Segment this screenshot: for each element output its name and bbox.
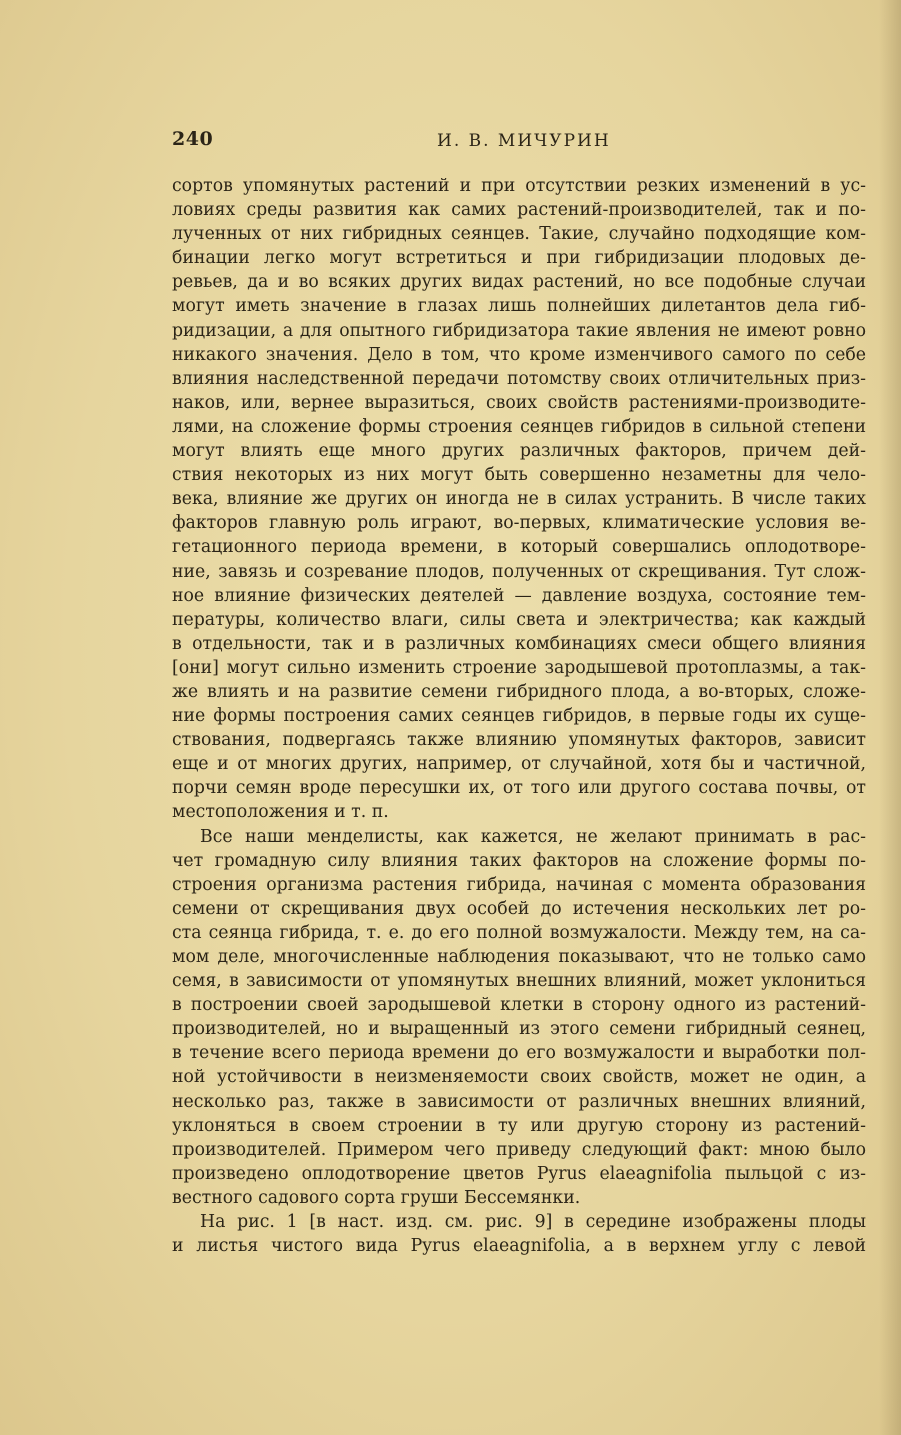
text-line: века, влияние же других он иногда не в силах устранить. В числе таких (172, 489, 866, 510)
text-line: вестного садового сорта груши Бессемянки. (172, 1187, 581, 1208)
text-line: семя, в зависимости от упомянутых внешних влияний, может уклониться (172, 971, 866, 992)
text-line: ной устойчивости в неизменяемости своих свойств, может не один, а (172, 1067, 866, 1088)
text-line: и листья чистого вида Pyrus elaeagnifolia, а в верхнем углу с левой (172, 1236, 866, 1257)
text-line: наков, или, вернее выразиться, своих свойств растениями-производите- (172, 392, 866, 413)
text-line: никакого значения. Дело в том, что кроме изменчивого самого по себе (172, 344, 866, 365)
text-line: ние формы построения самих сеянцев гибридов, в первые годы их суще- (172, 706, 866, 727)
text-line: в течение всего периода времени до его возмужалости и выработки пол- (172, 1043, 866, 1064)
text-line: могут влиять еще много других различных факторов, причем дей- (172, 441, 866, 462)
text-line: семени от скрещивания двух особей до истечения нескольких лет ро- (172, 898, 866, 919)
text-line: сортов упомянутых растений и при отсутствии резких изменений в ус- (172, 176, 866, 196)
text-line: могут иметь значение в глазах лишь полнейших дилетантов дела гиб- (172, 296, 866, 317)
text-line: же влиять и на развитие семени гибридного плода, а во-вторых, сложе- (172, 681, 866, 702)
text-line: ное влияние физических деятелей — давление воздуха, состояние тем- (172, 585, 866, 606)
text-line: уклоняться в своем строении в ту или другую сторону из растений- (172, 1115, 866, 1136)
text-line: производителей. Примером чего приведу следующий факт: мною было (172, 1139, 866, 1160)
running-head: И. В. МИЧУРИН (437, 131, 611, 151)
text-line: ние, завязь и созревание плодов, полученных от скрещивания. Тут слож- (172, 561, 866, 582)
text-line: ста сеянца гибрида, т. е. до его полной возмужалости. Между тем, на са- (172, 922, 866, 943)
text-line: лями, на сложение формы строения сеянцев гибридов в сильной степени (172, 416, 866, 437)
text-line: несколько раз, также в зависимости от различных внешних влияний, (172, 1091, 866, 1112)
text-line: гетационного периода времени, в который совершались оплодотворе- (172, 537, 866, 558)
text-line: ствия некоторых из них могут быть совершенно незаметны для чело- (172, 465, 866, 486)
text-line: пературы, количество влаги, силы света и электричества; как каждый (172, 609, 866, 630)
text-line: чет громадную силу влияния таких факторов на сложение формы по- (172, 850, 866, 871)
text-line: произведено оплодотворение цветов Pyrus elaeagnifolia пыльцой с из- (172, 1163, 866, 1184)
text-line: мом деле, многочисленные наблюдения показывают, что не только само (172, 947, 866, 967)
text-line: [они] могут сильно изменить строение зародышевой протоплазмы, а так- (172, 657, 866, 678)
text-line: Все наши менделисты, как кажется, не желают принимать в рас- (200, 826, 866, 847)
text-line: ловиях среды развития как самих растений-производителей, так и по- (172, 200, 866, 221)
text-line: в построении своей зародышевой клетки в сторону одного из растений- (172, 995, 866, 1016)
text-line: строения организма растения гибрида, начиная с момента образования (172, 874, 866, 895)
body-text (172, 174, 866, 1258)
text-line: факторов главную роль играют, во-первых, климатические условия ве- (172, 513, 866, 534)
text-line: влияния наследственной передачи потомству своих отличительных приз- (172, 368, 866, 389)
text-line: ствования, подвергаясь также влиянию упомянутых факторов, зависит (172, 730, 866, 751)
text-line: в отдельности, так и в различных комбинациях смеси общего влияния (172, 633, 866, 654)
page-spine-shadow (879, 0, 901, 1435)
text-line: бинации легко могут встретиться и при гибридизации плодовых де- (172, 248, 866, 269)
text-line: производителей, но и выращенный из этого семени гибридный сеянец, (172, 1019, 866, 1040)
page-number: 240 (172, 128, 214, 150)
text-line: местоположения и т. п. (172, 802, 389, 823)
text-line: порчи семян вроде пересушки их, от того или другого состава почвы, от (172, 778, 866, 799)
text-line: ревьев, да и во всяких других видах растений, но все подобные случаи (172, 272, 866, 293)
page-header (172, 124, 866, 154)
text-line: лученных от них гибридных сеянцев. Такие, случайно подходящие ком- (172, 224, 866, 245)
text-line: еще и от многих других, например, от случайной, хотя бы и частичной, (172, 754, 866, 775)
text-line: На рис. 1 [в наст. изд. см. рис. 9] в середине изображены плоды (200, 1212, 866, 1233)
text-line: ридизации, а для опытного гибридизатора такие явления не имеют ровно (172, 320, 866, 341)
